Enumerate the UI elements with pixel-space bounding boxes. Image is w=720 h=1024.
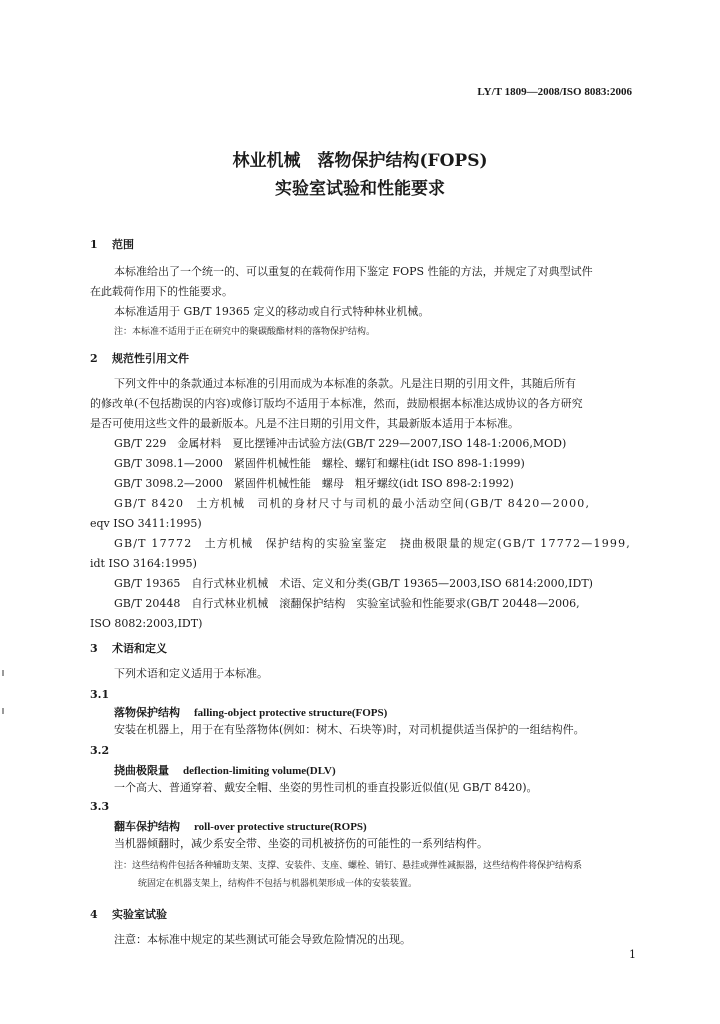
section-4-heading — [90, 906, 167, 922]
term-heading — [114, 818, 367, 834]
page-number: 1 — [629, 948, 636, 961]
section-title: 规范性引用文件 — [112, 352, 189, 365]
reference-item: GB/T 229 金属材料 夏比摆锤冲击试验方法(GB/T 229—2007,ISO 148-1:2006,MOD) — [114, 437, 567, 450]
title-line-1: 林业机械 落物保护结构(FOPS) — [232, 151, 488, 171]
term-en: deflection-limiting volume(DLV) — [183, 765, 336, 777]
reference-item: GB/T 17772 土方机械 保护结构的实验室鉴定 挠曲极限量的规定(GB/T 17772—1999, — [114, 537, 631, 550]
paragraph-line: 是否可使用这些文件的最新版本。凡是不注日期的引用文件，其最新版本适用于本标准。 — [90, 417, 519, 430]
paragraph-line: 本标准适用于 GB/T 19365 定义的移动或自行式特种林业机械。 — [114, 305, 430, 318]
term-heading — [114, 762, 336, 778]
note-continued: 统固定在机器支架上，结构件不包括与机器机架形成一体的安装装置。 — [138, 879, 418, 889]
reference-item: GB/T 3098.2—2000 紧固件机械性能 螺母 粗牙螺纹(idt ISO 898-2:1992) — [114, 477, 514, 490]
term-definition: 一个高大、普通穿着、戴安全帽、坐姿的男性司机的垂直投影近似值(见 GB/T 8420)。 — [114, 781, 538, 794]
section-title: 术语和定义 — [112, 642, 167, 655]
section-number: 1 — [90, 238, 98, 251]
standard-code: LY/T 1809—2008/ISO 8083:2006 — [477, 86, 632, 98]
reference-item: GB/T 19365 自行式林业机械 术语、定义和分类(GB/T 19365—2003,ISO 6814:2000,IDT) — [114, 577, 593, 590]
term-number: 3.1 — [90, 688, 110, 701]
section-3-heading — [90, 640, 167, 656]
paragraph-line: 下列文件中的条款通过本标准的引用而成为本标准的条款。凡是注日期的引用文件，其随后所有 — [114, 377, 576, 390]
term-zh: 挠曲极限量 — [114, 764, 169, 777]
term-definition: 安装在机器上，用于在有坠落物体(例如：树木、石块等)时，对司机提供适当保护的一组结构件。 — [114, 723, 585, 736]
paragraph-line: 本标准给出了一个统一的、可以重复的在载荷作用下鉴定 FOPS 性能的方法，并规定了对典型试件 — [114, 265, 593, 278]
reference-item-continued: ISO 8082:2003,IDT) — [90, 617, 203, 630]
term-zh: 落物保护结构 — [114, 706, 180, 719]
reference-item: GB/T 20448 自行式林业机械 滚翻保护结构 实验室试验和性能要求(GB/T 20448—2006, — [114, 597, 580, 610]
note: 注：本标准不适用于正在研究中的聚碳酸酯材料的落物保护结构。 — [114, 327, 376, 337]
warning-text: 注意：本标准中规定的某些测试可能会导致危险情况的出现。 — [114, 933, 411, 946]
section-title: 范围 — [112, 238, 134, 251]
paragraph-line: 的修改单(不包括勘误的内容)或修订版均不适用于本标准，然而，鼓励根据本标准达成协议的各方研究 — [90, 397, 583, 410]
term-en: roll-over protective structure(ROPS) — [194, 821, 367, 833]
scan-mark — [2, 708, 4, 714]
term-heading — [114, 704, 387, 720]
reference-item: GB/T 8420 土方机械 司机的身材尺寸与司机的最小活动空间(GB/T 8420—2000, — [114, 497, 591, 510]
term-zh: 翻车保护结构 — [114, 820, 180, 833]
reference-item-continued: eqv ISO 3411:1995) — [90, 517, 202, 530]
note: 注：这些结构件包括各种辅助支架、支撑、安装件、支座、螺栓、销钉、悬挂或弹性减振器，这些结构件将保护结构系 — [114, 861, 583, 871]
section-number: 3 — [90, 642, 98, 655]
section-number: 2 — [90, 352, 98, 365]
term-number: 3.3 — [90, 800, 110, 813]
section-number: 4 — [90, 908, 98, 921]
section-2-heading — [90, 350, 189, 366]
term-definition: 当机器倾翻时，减少系安全带、坐姿的司机被挤伤的可能性的一系列结构件。 — [114, 837, 488, 850]
reference-item-continued: idt ISO 3164:1995) — [90, 557, 197, 570]
title-line-2: 实验室试验和性能要求 — [275, 179, 445, 199]
scan-mark — [2, 670, 4, 676]
term-number: 3.2 — [90, 744, 110, 757]
reference-item: GB/T 3098.1—2000 紧固件机械性能 螺栓、螺钉和螺柱(idt ISO 898-1:1999) — [114, 457, 525, 470]
paragraph-line: 在此载荷作用下的性能要求。 — [90, 285, 233, 298]
term-en: falling-object protective structure(FOPS) — [194, 707, 388, 719]
paragraph-line: 下列术语和定义适用于本标准。 — [114, 667, 268, 680]
section-1-heading — [90, 236, 134, 252]
section-title: 实验室试验 — [112, 908, 167, 921]
